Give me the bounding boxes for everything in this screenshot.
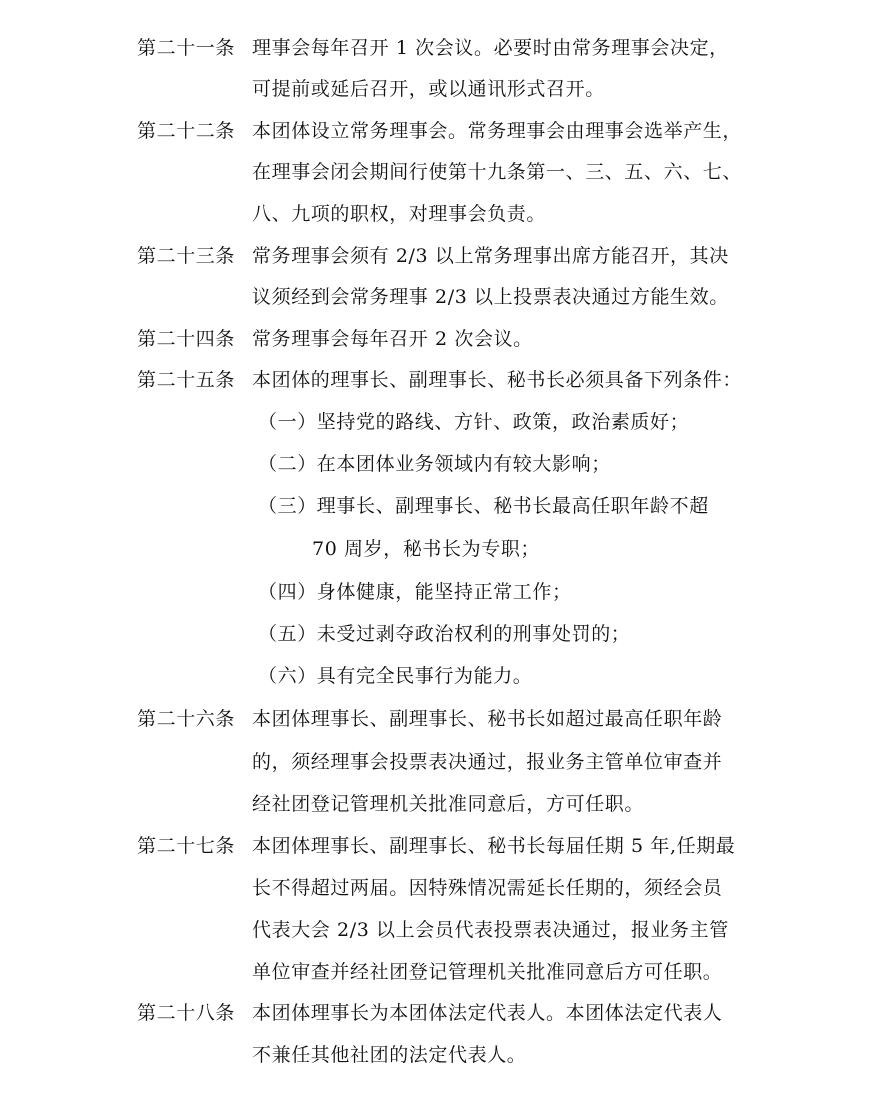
- article-26-line-1: 本团体理事长、副理事长、秘书长如超过最高任职年龄: [252, 708, 723, 730]
- article-26-line-2: 的，须经理事会投票表决通过，报业务主管单位审查并: [252, 751, 723, 773]
- article-21-line-2: 可提前或延后召开，或以通讯形式召开。: [252, 78, 605, 100]
- article-22-number: 第二十二条: [137, 120, 236, 142]
- article-28-line-1: 本团体理事长为本团体法定代表人。本团体法定代表人: [252, 1002, 723, 1024]
- article-23-line-2: 议须经到会常务理事 2/3 以上投票表决通过方能生效。: [252, 286, 729, 308]
- article-25-item-1: （一）坚持党的路线、方针、政策，政治素质好；: [258, 411, 690, 433]
- article-28-number: 第二十八条: [137, 1002, 236, 1024]
- article-21-line-1: 理事会每年召开 1 次会议。必要时由常务理事会决定，: [252, 37, 729, 59]
- article-21-number: 第二十一条: [137, 37, 236, 59]
- article-23-line-1: 常务理事会须有 2/3 以上常务理事出席方能召开，其决: [252, 245, 729, 267]
- article-23-number: 第二十三条: [137, 245, 236, 267]
- article-27-line-3: 代表大会 2/3 以上会员代表投票表决通过，报业务主管: [252, 919, 729, 941]
- article-26-line-3: 经社团登记管理机关批准同意后，方可任职。: [252, 793, 645, 815]
- article-25-item-4: （四）身体健康，能坚持正常工作；: [258, 581, 572, 603]
- article-25-item-5: （五）未受过剥夺政治权利的刑事处罚的；: [258, 623, 631, 645]
- article-25-number: 第二十五条: [137, 369, 236, 391]
- article-27-line-4: 单位审查并经社团登记管理机关批准同意后方可任职。: [252, 961, 723, 983]
- article-26-number: 第二十六条: [137, 708, 236, 730]
- article-27-line-1: 本团体理事长、副理事长、秘书长每届任期 5 年,任期最: [252, 835, 736, 857]
- article-25-item-3-continued: 70 周岁，秘书长为专职；: [312, 538, 541, 560]
- article-22-line-3: 八、九项的职权，对理事会负责。: [252, 203, 547, 225]
- article-25-item-6: （六）具有完全民事行为能力。: [258, 665, 533, 687]
- article-28-line-2: 不兼任其他社团的法定代表人。: [252, 1044, 527, 1066]
- article-27-line-2: 长不得超过两届。因特殊情况需延长任期的，须经会员: [252, 877, 723, 899]
- article-24-number: 第二十四条: [137, 328, 236, 350]
- article-24-line-1: 常务理事会每年召开 2 次会议。: [252, 328, 533, 350]
- article-22-line-2: 在理事会闭会期间行使第十九条第一、三、五、六、七、: [252, 161, 743, 183]
- article-25-item-3: （三）理事长、副理事长、秘书长最高任职年龄不超: [258, 495, 709, 517]
- article-27-number: 第二十七条: [137, 835, 236, 857]
- article-25-item-2: （二）在本团体业务领域内有较大影响；: [258, 453, 611, 475]
- article-25-line-1: 本团体的理事长、副理事长、秘书长必须具备下列条件：: [252, 369, 743, 391]
- article-22-line-1: 本团体设立常务理事会。常务理事会由理事会选举产生，: [252, 120, 743, 142]
